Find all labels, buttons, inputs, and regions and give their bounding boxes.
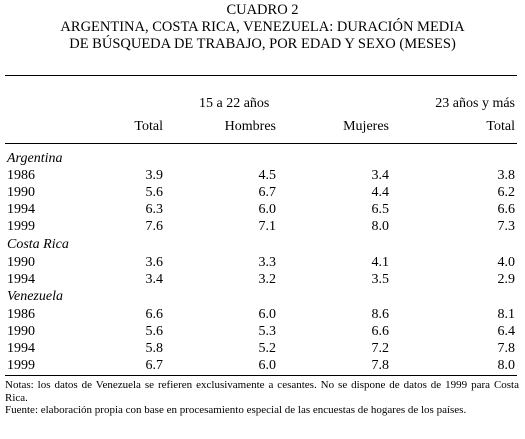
cell-mujeres: 3.5 (371, 272, 389, 287)
title-line-1: CUADRO 2 (226, 2, 299, 18)
cell-total2: 2.9 (497, 272, 515, 287)
cell-mujeres: 8.0 (371, 219, 389, 234)
row-year: 1990 (7, 324, 35, 339)
row-year: 1994 (7, 341, 35, 356)
row-year: 1999 (7, 358, 35, 373)
cell-total2: 6.6 (497, 202, 515, 217)
header-total-1: Total (134, 119, 163, 134)
title-line-2: ARGENTINA, COSTA RICA, VENEZUELA: DURACIÓN MEDIA (60, 19, 465, 35)
cell-mujeres: 7.8 (371, 358, 389, 373)
cell-mujeres: 6.5 (371, 202, 389, 217)
row-year: 1986 (7, 168, 35, 183)
cell-total2: 4.0 (497, 255, 515, 270)
country-label-costa-rica: Costa Rica (7, 237, 69, 252)
title-line-3: DE BÚSQUEDA DE TRABAJO, POR EDAD Y SEXO (MESES) (69, 36, 456, 52)
header-group-15-22: 15 a 22 años (199, 96, 270, 111)
cell-total2: 8.0 (497, 358, 515, 373)
cell-hombres: 3.2 (258, 272, 276, 287)
row-year: 1994 (7, 202, 35, 217)
header-total-2: Total (486, 119, 515, 134)
cell-total1: 6.3 (145, 202, 163, 217)
note-text: Notas: los datos de Venezuela se refieren exclusivamente a cesantes. No se dispone de datos de 1999 para Costa Rica. (5, 379, 519, 404)
cell-total2: 6.4 (497, 324, 515, 339)
bottom-rule (5, 375, 517, 376)
cell-hombres: 3.3 (258, 255, 276, 270)
country-label-venezuela: Venezuela (7, 289, 63, 304)
cell-hombres: 6.0 (258, 307, 276, 322)
cell-mujeres: 7.2 (371, 341, 389, 356)
cell-total2: 7.8 (497, 341, 515, 356)
cell-total1: 5.8 (145, 341, 163, 356)
cell-hombres: 4.5 (258, 168, 276, 183)
header-mujeres: Mujeres (343, 119, 389, 134)
header-hombres: Hombres (224, 119, 276, 134)
cell-mujeres: 8.6 (371, 307, 389, 322)
cell-total1: 3.4 (145, 272, 163, 287)
source-text: Fuente: elaboración propia con base en procesamiento especial de las encuestas de hogares de los países. (5, 404, 467, 416)
cell-hombres: 5.3 (258, 324, 276, 339)
cell-hombres: 5.2 (258, 341, 276, 356)
header-group-23-plus: 23 años y más (435, 96, 515, 111)
table-notes (5, 379, 519, 417)
table-title (0, 2, 525, 53)
cell-total1: 3.9 (145, 168, 163, 183)
cell-mujeres: 4.4 (371, 185, 389, 200)
cell-total2: 6.2 (497, 185, 515, 200)
cell-total2: 8.1 (497, 307, 515, 322)
cell-mujeres: 3.4 (371, 168, 389, 183)
cell-mujeres: 4.1 (371, 255, 389, 270)
cell-hombres: 6.0 (258, 358, 276, 373)
row-year: 1990 (7, 185, 35, 200)
cell-hombres: 6.0 (258, 202, 276, 217)
cell-total1: 5.6 (145, 324, 163, 339)
cell-mujeres: 6.6 (371, 324, 389, 339)
cell-total2: 7.3 (497, 219, 515, 234)
cell-total1: 5.6 (145, 185, 163, 200)
cell-total2: 3.8 (497, 168, 515, 183)
row-year: 1999 (7, 219, 35, 234)
cell-total1: 7.6 (145, 219, 163, 234)
top-rule (5, 75, 517, 76)
cell-hombres: 6.7 (258, 185, 276, 200)
cell-total1: 6.6 (145, 307, 163, 322)
row-year: 1986 (7, 307, 35, 322)
row-year: 1990 (7, 255, 35, 270)
cell-total1: 3.6 (145, 255, 163, 270)
cell-hombres: 7.1 (258, 219, 276, 234)
row-year: 1994 (7, 272, 35, 287)
header-rule (5, 143, 517, 144)
country-label-argentina: Argentina (7, 151, 63, 166)
cell-total1: 6.7 (145, 358, 163, 373)
